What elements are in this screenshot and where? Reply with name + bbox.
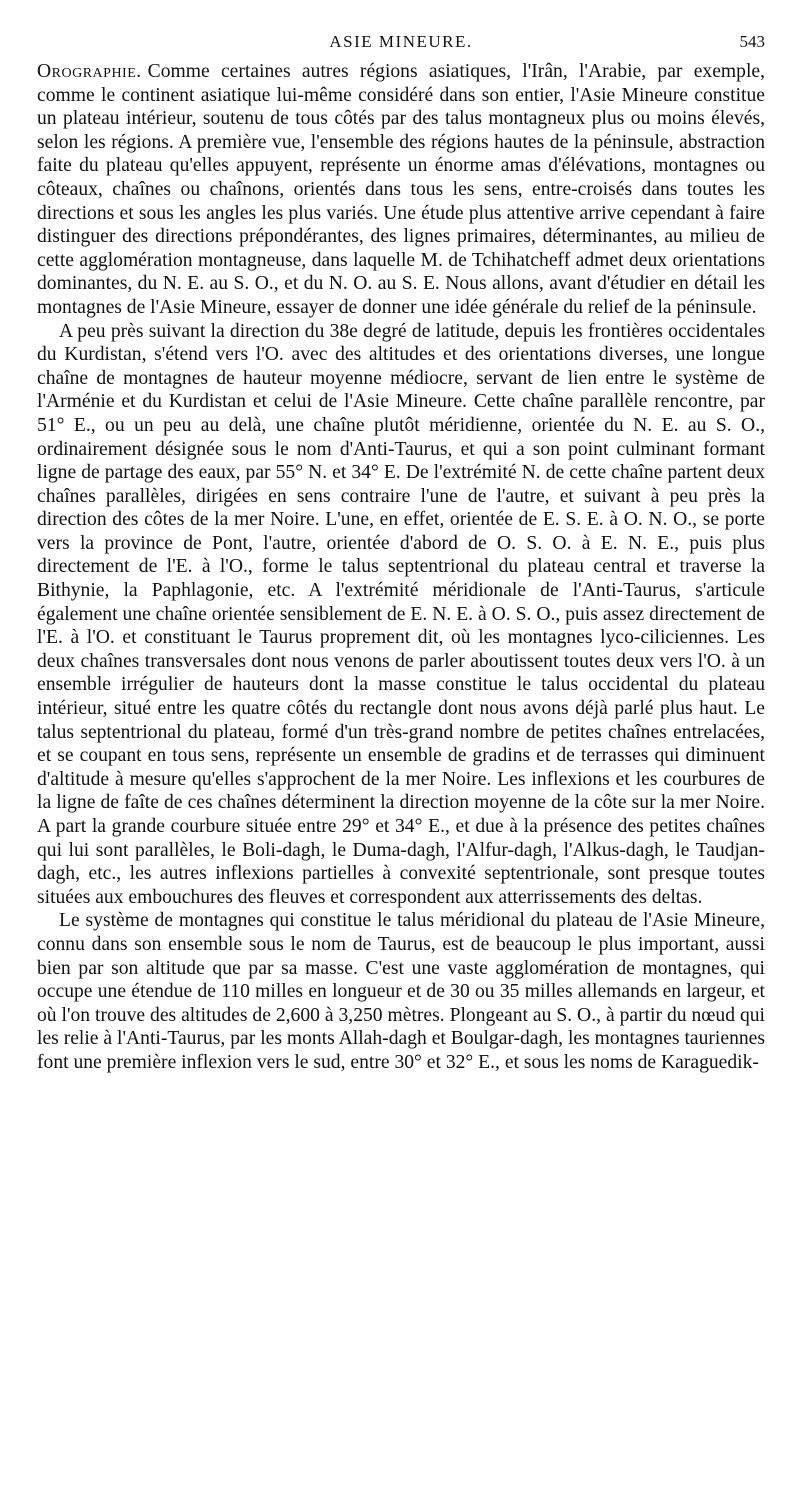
section-heading: Orographie.: [37, 61, 142, 82]
running-title: ASIE MINEURE.: [329, 32, 473, 51]
book-page: [37, 30, 765, 1075]
page-number: 543: [739, 32, 765, 51]
paragraph-text: Comme certaines autres régions asiatiques, l'Irân, l'Arabie, par exemple, comme le continent asiatique lui-même considéré dans son entier, l'Asie Mineure constitue un plateau intérieur, soutenu de tous côtés par des talus montagneux plus ou moins élevés, selon les régions. A première vue, l'ensemble des régions hautes de la péninsule, abstraction faite du plateau qu'elles appuyent, représente un énorme amas d'élévations, montagnes ou côteaux, chaînes ou chaînons, orientés dans tous les sens, entre-croisés dans toutes les directions et sous les angles les plus variés. Une étude plus attentive arrive cependant à faire distinguer des directions prépondérantes, des lignes primaires, déterminantes, au milieu de cette agglomération montagneuse, dans laquelle M. de Tchihatcheff admet deux orientations dominantes, du N. E. au S. O., et du N. O. au S. E. Nous allons, avant d'étudier en détail les montagnes de l'Asie Mineure, essayer de donner une idée générale du relief de la péninsule.: [37, 61, 765, 318]
paragraph-orographie: [37, 60, 765, 320]
body-text: [37, 60, 765, 1075]
page-header: [37, 30, 765, 60]
paragraph-taurus: Le système de montagnes qui constitue le talus méridional du plateau de l'Asie Mineure, connu dans son ensemble sous le nom de Taurus, est de beaucoup le plus important, aussi bien par son altitude que par sa masse. C'est une vaste agglomération de montagnes, qui occupe une étendue de 110 milles en longueur et de 30 ou 35 milles allemands en largeur, et où l'on trouve des altitudes de 2,600 à 3,250 mètres. Plongeant au S. O., à partir du nœud qui les relie à l'Anti-Taurus, par les monts Allah-dagh et Boulgar-dagh, les montagnes tauriennes font une première inflexion vers le sud, entre 30° et 32° E., et sous les noms de Karaguedik-: [37, 910, 765, 1073]
paragraph-chaines: A peu près suivant la direction du 38e degré de latitude, depuis les frontières occidentales du Kurdistan, s'étend vers l'O. avec des altitudes et des orientations diverses, une longue chaîne de montagnes de hauteur moyenne médiocre, servant de lien entre le système de l'Arménie et du Kurdistan et celui de l'Asie Mineure. Cette chaîne parallèle rencontre, par 51° E., ou un peu au delà, une chaîne plutôt méridienne, orientée du N. E. au S. O., ordinairement désignée sous le nom d'Anti-Taurus, et qui a son point culminant formant ligne de partage des eaux, par 55° N. et 34° E. De l'extrémité N. de cette chaîne partent deux chaînes parallèles, dirigées en sens contraire l'une de l'autre, et suivant à peu près la direction des côtes de la mer Noire. L'une, en effet, orientée de E. S. E. à O. N. O., se porte vers la province de Pont, l'autre, orientée d'abord de O. S. O. à E. N. E., puis plus directement de l'E. à l'O., forme le talus septentrional du plateau central et traverse la Bithynie, la Paphlagonie, etc. A l'extrémité méridionale de l'Anti-Taurus, s'articule également une chaîne orientée sensiblement de E. N. E. à O. S. O., puis assez directement de l'E. à l'O. et constituant le Taurus proprement dit, où les montagnes lyco-ciliciennes. Les deux chaînes transversales dont nous venons de parler aboutissent toutes deux vers l'O. à un ensemble irrégulier de hauteurs dont la masse constitue le talus occidental du plateau intérieur, situé entre les quatre côtés du rectangle dont nous avons déjà parlé plus haut. Le talus septentrional du plateau, formé d'un très-grand nombre de petites chaînes entrelacées, et se coupant en tous sens, représente un ensemble de gradins et de terrasses qui diminuent d'altitude à mesure qu'elles s'approchent de la mer Noire. Les inflexions et les courbures de la ligne de faîte de ces chaînes déterminent la direction moyenne de la côte sur la mer Noire. A part la grande courbure située entre 29° et 34° E., et due à la présence des petites chaînes qui lui sont parallèles, le Boli-dagh, le Duma-dagh, l'Alfur-dagh, l'Alkus-dagh, le Taudjan-dagh, etc., les autres inflexions partielles à convexité septentrionale, sont presque toutes situées aux embouchures des fleuves et correspondent aux atterrissements des deltas.: [37, 320, 765, 908]
